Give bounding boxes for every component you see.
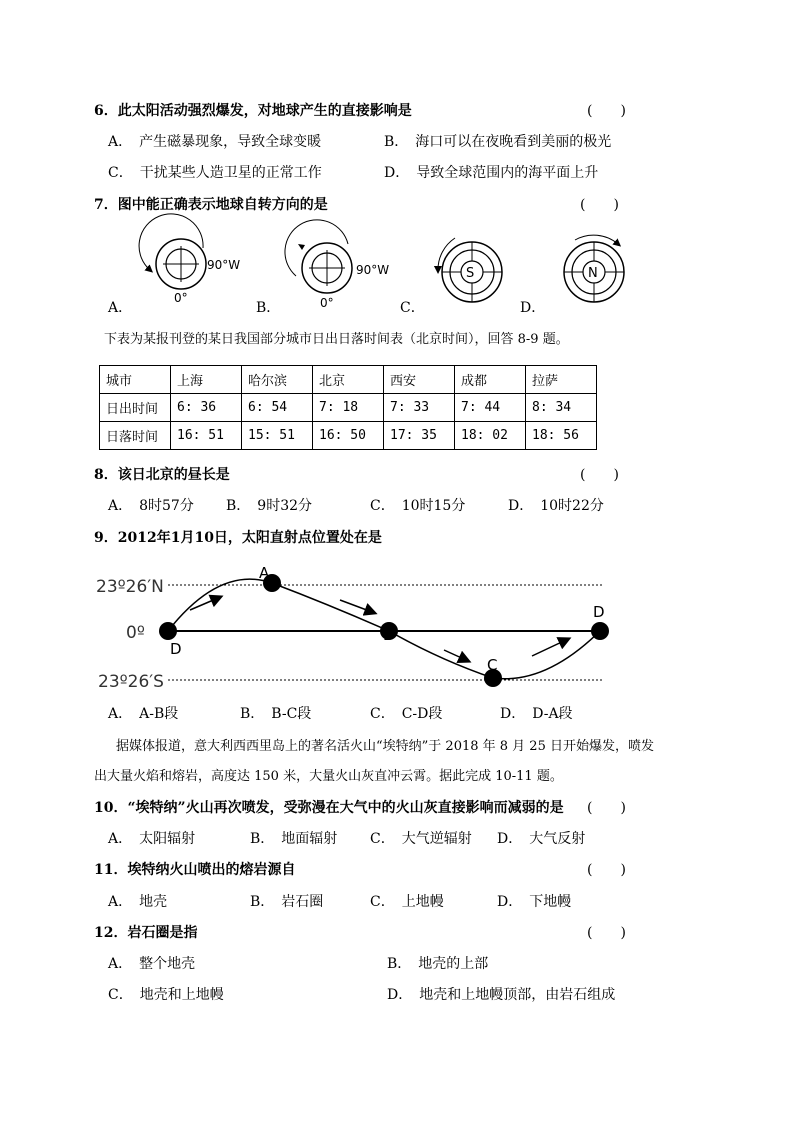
q7d-north-pole: N [588, 266, 598, 281]
q9-subsolar-figure [0, 560, 794, 700]
table-header-cell: 成都 [455, 366, 526, 394]
q8-option-c: C． 10时15分 [370, 498, 466, 514]
q10-option-d: D． 大气反射 [497, 831, 586, 847]
q11-option-a: A． 地壳 [108, 894, 168, 910]
q7-option-a: A． [108, 300, 133, 316]
q7b-lon-90w: 90°W [356, 263, 390, 277]
intro-q10-11-line2: 出大量火焰和熔岩，高度达 150 米，大量火山灰直冲云霄。据此完成 10-11 题。 [94, 769, 563, 784]
point-c-label: C [487, 656, 498, 674]
q9-option-c: C． C-D段 [370, 706, 443, 722]
q7-globe-c [438, 238, 502, 302]
q6-option-b: B． 海口可以在夜晚看到美丽的极光 [384, 134, 612, 150]
q10-option-a: A． 太阳辐射 [108, 831, 196, 847]
q8-answer-blank: ( ) [580, 467, 619, 483]
q11-option-d: D． 下地幔 [497, 894, 572, 910]
q8-option-b: B． 9时32分 [226, 498, 313, 514]
q8-stem: 8．该日北京的昼长是 [94, 467, 230, 483]
table-cell: 7: 33 [384, 394, 455, 422]
q9-option-b: B． B-C段 [240, 706, 312, 722]
table-header-cell: 上海 [171, 366, 242, 394]
table-cell: 6: 36 [171, 394, 242, 422]
q12-option-c: C． 地壳和上地幔 [108, 987, 224, 1003]
table-row [100, 422, 597, 450]
table-cell: 7: 44 [455, 394, 526, 422]
table-cell: 8: 34 [526, 394, 597, 422]
q7-option-c: C． [400, 300, 425, 316]
intro-q10-11-line1: 据媒体报道，意大利西西里岛上的著名活火山“埃特纳”于 2018 年 8 月 25 日开始爆发，喷发 [116, 739, 654, 754]
intro-q8-9: 下表为某报刊登的某日我国部分城市日出日落时间表（北京时间），回答 8-9 题。 [104, 332, 569, 347]
q10-option-c: C． 大气逆辐射 [370, 831, 472, 847]
table-cell: 16: 50 [313, 422, 384, 450]
q6-option-a: A． 产生磁暴现象，导致全球变暖 [108, 134, 322, 150]
q11-answer-blank: ( ) [587, 862, 626, 878]
q7-globe-b [285, 220, 389, 310]
q12-answer-blank: ( ) [587, 925, 626, 941]
q7-globe-a [139, 214, 240, 305]
q7a-lon-0: 0° [174, 291, 188, 305]
q7-option-d: D． [520, 300, 546, 316]
q7a-lon-90w: 90°W [207, 258, 241, 272]
lat-north-label: 23º26′N [96, 577, 164, 597]
q10-stem: 10．“埃特纳”火山再次喷发，受弥漫在大气中的火山灰直接影响而减弱的是 [94, 800, 564, 816]
equator-label: 0º [126, 623, 145, 643]
table-header-cell: 城市 [100, 366, 171, 394]
q12-stem: 12．岩石圈是指 [94, 925, 198, 941]
q11-option-c: C． 上地幔 [370, 894, 444, 910]
table-cell: 17: 35 [384, 422, 455, 450]
point-d-left-label: D [170, 640, 182, 658]
q7-globe-d [564, 235, 624, 302]
table-row [100, 394, 597, 422]
point-b-label: B [383, 626, 394, 644]
q11-option-b: B． 岩石圈 [250, 894, 324, 910]
table-cell: 7: 18 [313, 394, 384, 422]
lat-south-label: 23º26′S [98, 672, 164, 692]
q7b-lon-0: 0° [320, 296, 334, 310]
q11-stem: 11．埃特纳火山喷出的熔岩源自 [94, 862, 296, 878]
q9-option-a: A． A-B段 [108, 706, 179, 722]
table-cell: 18: 56 [526, 422, 597, 450]
q7c-south-pole: S [466, 266, 475, 281]
table-header-cell: 拉萨 [526, 366, 597, 394]
table-cell: 6: 54 [242, 394, 313, 422]
q7-option-b: B． [256, 300, 281, 316]
q7-figure [0, 0, 794, 320]
q12-option-d: D． 地壳和上地幔顶部，由岩石组成 [387, 987, 616, 1003]
table-header-row [100, 366, 597, 394]
q6-answer-blank: ( ) [587, 103, 626, 119]
q8-option-d: D． 10时22分 [508, 498, 604, 514]
table-header-cell: 西安 [384, 366, 455, 394]
table-cell: 15: 51 [242, 422, 313, 450]
table-header-cell: 北京 [313, 366, 384, 394]
q12-option-b: B． 地壳的上部 [387, 956, 489, 972]
table-cell: 18: 02 [455, 422, 526, 450]
table-cell: 日出时间 [100, 394, 171, 422]
q6-stem: 6．此太阳活动强烈爆发，对地球产生的直接影响是 [94, 103, 412, 119]
table-cell: 16: 51 [171, 422, 242, 450]
point-a-label: A [259, 564, 270, 582]
sunrise-sunset-table [99, 365, 597, 450]
q10-option-b: B． 地面辐射 [250, 831, 338, 847]
q10-answer-blank: ( ) [587, 800, 626, 816]
q9-option-d: D． D-A段 [500, 706, 573, 722]
q12-option-a: A． 整个地壳 [108, 956, 196, 972]
point-d-right-label: D [593, 603, 605, 621]
q8-option-a: A． 8时57分 [108, 498, 194, 514]
table-cell: 日落时间 [100, 422, 171, 450]
q7-answer-blank: ( ) [580, 197, 619, 213]
q9-stem: 9．2012年1月10日，太阳直射点位置处在是 [94, 530, 382, 546]
q7-stem: 7．图中能正确表示地球自转方向的是 [94, 197, 328, 213]
q6-option-d: D． 导致全球范围内的海平面上升 [384, 165, 599, 181]
table-header-cell: 哈尔滨 [242, 366, 313, 394]
q6-option-c: C． 干扰某些人造卫星的正常工作 [108, 165, 322, 181]
